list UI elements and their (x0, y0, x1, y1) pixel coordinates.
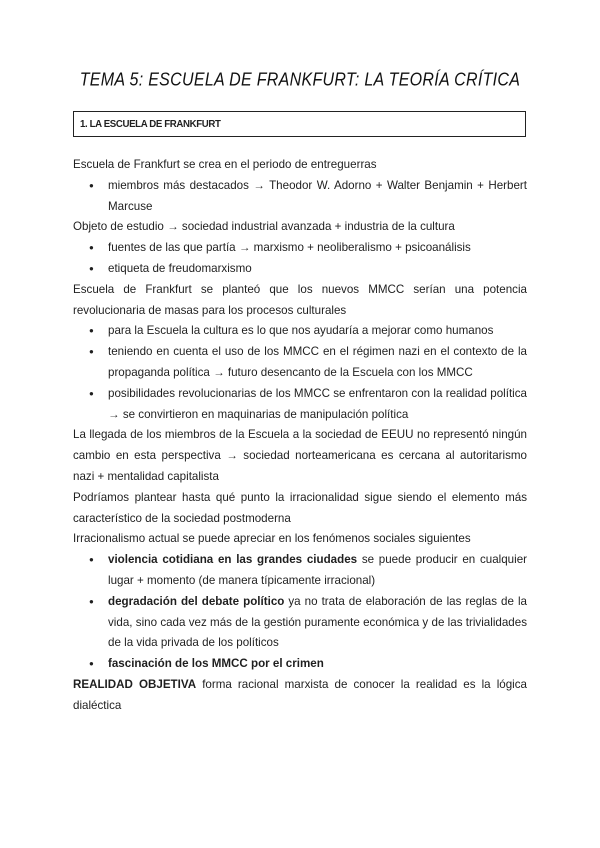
paragraph-text: forma racional marxista de conocer la realidad es la lógica dialéctica (73, 677, 527, 712)
section-heading-box (73, 111, 526, 137)
bullet-item-bold: violencia cotidiana en las grandes ciudades (108, 553, 358, 567)
paragraph: Objeto de estudio → sociedad industrial avanzada + industria de la cultura (73, 220, 455, 234)
bullet-item: ● posibilidades revolucionarias de los MMCC se enfrentaron con la realidad política → se convirtieron en maquinarias de manipulación política (73, 384, 527, 426)
bullet-item (73, 654, 527, 675)
bullet-item: ● teniendo en cuenta el uso de los MMCC en el régimen nazi en el contexto de la propaganda política → futuro desencanto de la Escuela con los MMCC (73, 342, 527, 384)
bullet-item (73, 550, 527, 592)
page-title: TEMA 5: ESCUELA DE FRANKFURT: LA TEORÍA CRÍTICA (79, 70, 521, 91)
document-body (73, 155, 527, 717)
bullet-item: ● fuentes de las que partía → marxismo + neoliberalismo + psicoanálisis (73, 238, 527, 259)
bullet-item-bold: degradación del debate político (108, 594, 285, 608)
paragraph: Irracionalismo actual se puede apreciar en los fenómenos sociales siguientes (73, 532, 471, 546)
bullet-item: ● para la Escuela la cultura es lo que nos ayudaría a mejorar como humanos (73, 321, 527, 342)
bullet-item: ● miembros más destacados → Theodor W. Adorno + Walter Benjamin + Herbert Marcuse (73, 176, 527, 218)
bullet-item: ● etiqueta de freudomarxismo (73, 259, 527, 280)
section-heading: 1. LA ESCUELA DE FRANKFURT (80, 118, 221, 130)
bullet-item-text: se puede producir en cualquier lugar + momento (de manera típicamente irracional) (108, 553, 528, 587)
paragraph: Escuela de Frankfurt se crea en el periodo de entreguerras (73, 158, 377, 171)
paragraph-bold: REALIDAD OBJETIVA (73, 677, 197, 691)
bullet-item (73, 592, 527, 654)
bullet-item-bold: fascinación de los MMCC por el crimen (108, 657, 324, 671)
paragraph: Escuela de Frankfurt se planteó que los nuevos MMCC serían una potencia revolucionaria de masas para los procesos culturales (73, 282, 527, 317)
paragraph: Podríamos plantear hasta qué punto la irracionalidad sigue siendo el elemento más característico de la sociedad postmoderna (73, 490, 527, 525)
bullet-item-text: ya no trata de elaboración de las reglas de la vida, sino cada vez más de la gestión puramente económica y de las trivialidades de la vida privada de los políticos (108, 594, 528, 650)
paragraph: La llegada de los miembros de la Escuela a la sociedad de EEUU no representó ningún cambio en esta perspectiva → sociedad norteamericana es cercana al autoritarismo nazi + mentalidad capitalista (73, 428, 527, 483)
paragraph (73, 675, 527, 717)
